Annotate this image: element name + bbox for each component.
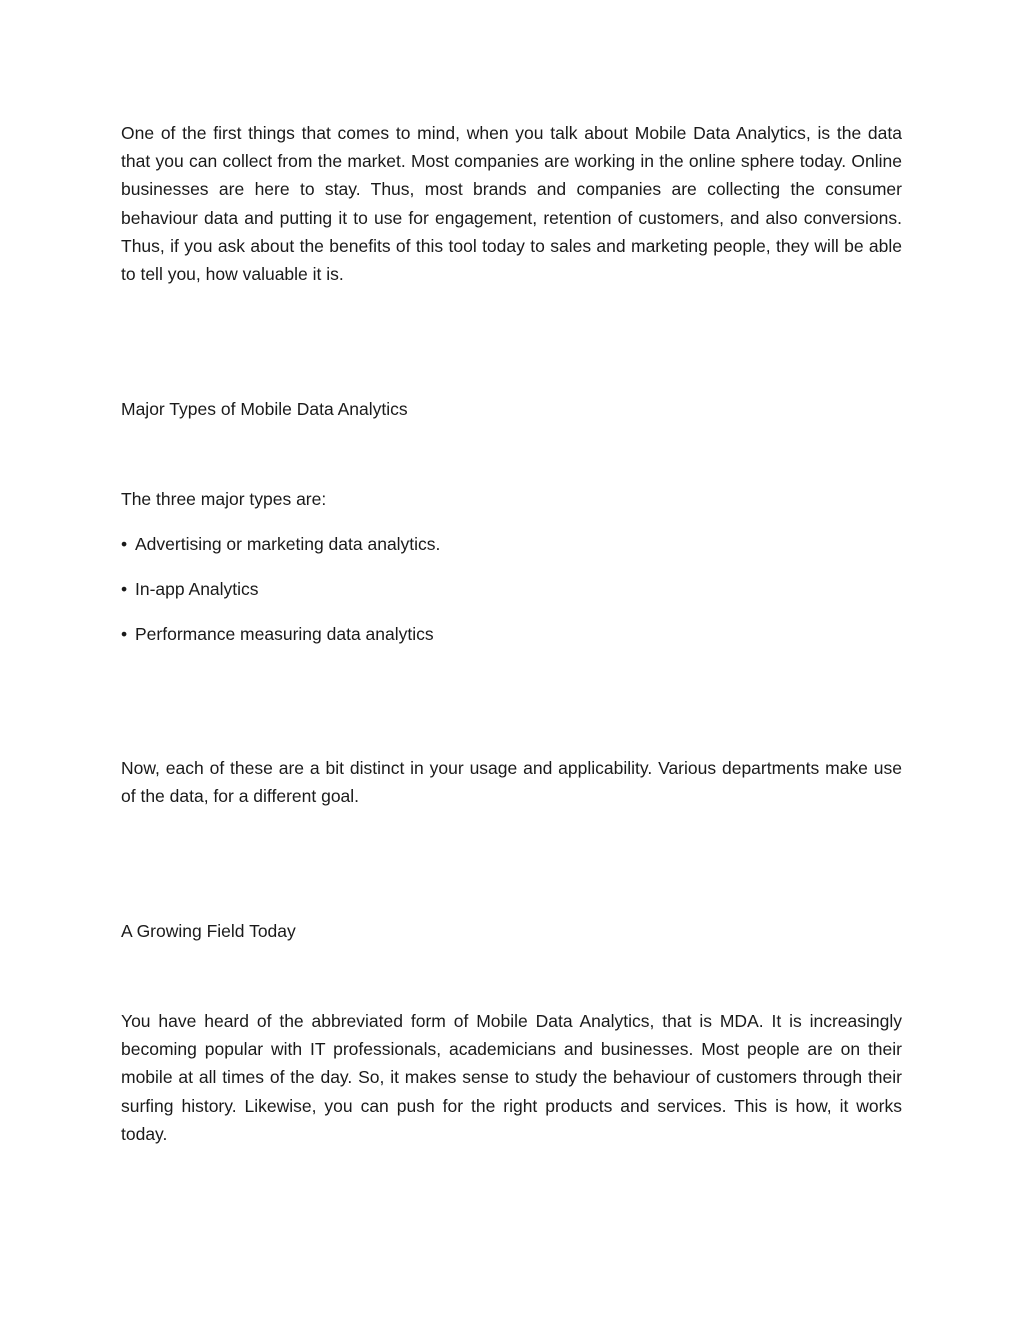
growing-paragraph: You have heard of the abbreviated form of Mobile Data Analytics, that is MDA. It is increasingly becoming popular with IT professionals, academicians and businesses. Most people are on their mobile at all times of the day. So, it makes sense to study the behaviour of customers through their surfing history. Likewise, you can push for the right products and services. This is how, it works today. [121,1011,902,1144]
bullet-icon: • [121,579,128,599]
list-item-text: In-app Analytics [135,579,259,599]
bullet-icon: • [121,534,128,554]
usage-paragraph: Now, each of these are a bit distinct in your usage and applicability. Various departments make use of the data, for a different goal. [121,758,902,807]
list-item [121,531,902,557]
section-heading-major-types: Major Types of Mobile Data Analytics [121,399,408,419]
list-item [121,621,902,647]
intro-paragraph: One of the first things that comes to mind, when you talk about Mobile Data Analytics, is the data that you can collect from the market. Most companies are working in the online sphere today. Online businesses are here to stay. Thus, most brands and companies are collecting the consumer behaviour data and putting it to use for engagement, retention of customers, and also conversions. Thus, if you ask about the benefits of this tool today to sales and marketing people, they will be able to tell you, how valuable it is. [121,123,902,285]
bullet-icon: • [121,624,128,644]
types-intro-text: The three major types are: [121,489,327,509]
list-item [121,576,902,602]
list-item-text: Performance measuring data analytics [135,624,434,644]
types-bullet-list [121,531,902,666]
list-item-text: Advertising or marketing data analytics. [135,534,441,554]
section-heading-growing-field: A Growing Field Today [121,921,296,941]
